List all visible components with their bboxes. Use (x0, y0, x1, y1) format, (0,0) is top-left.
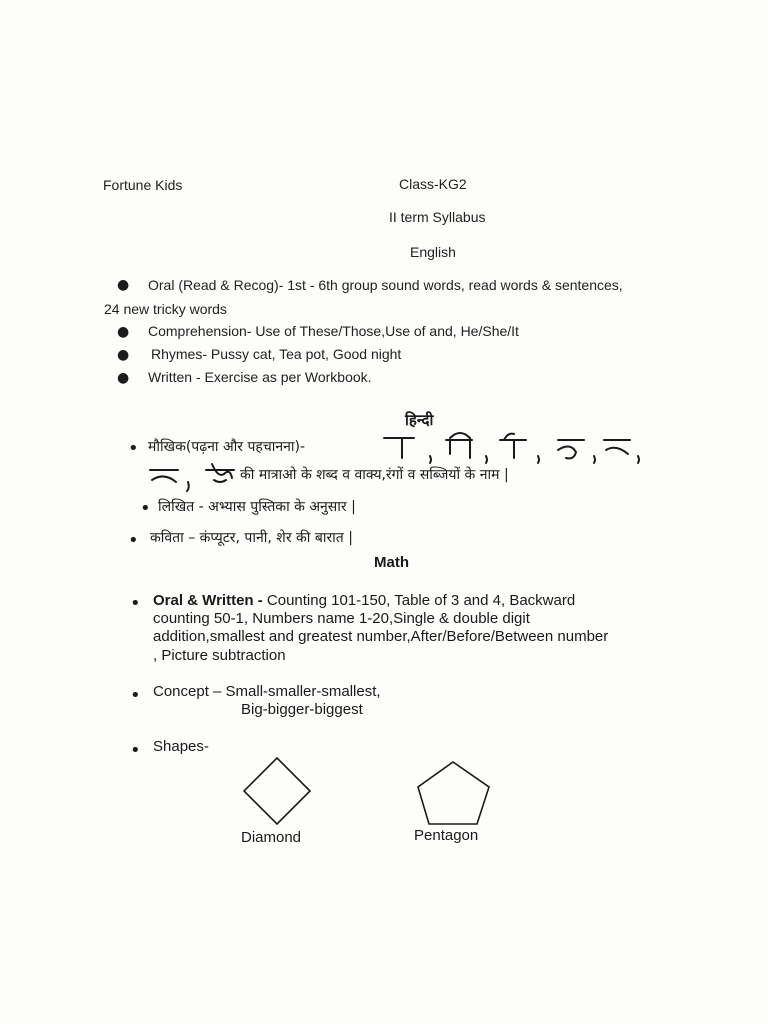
bullet-icon: • (130, 740, 141, 761)
english-item-oral: Oral (Read & Recog)- 1st - 6th group sound words, read words & sentences, (148, 277, 623, 293)
math-heading: Math (374, 554, 409, 571)
handwritten-matra-marks (380, 430, 650, 465)
bullet-icon: ● (117, 324, 130, 340)
term-title: II term Syllabus (389, 209, 486, 225)
school-name: Fortune Kids (103, 177, 183, 193)
english-item-written: Written - Exercise as per Workbook. (148, 369, 372, 385)
pentagon-label: Pentagon (414, 827, 479, 844)
bullet-icon: ● (117, 347, 130, 363)
math-line-3: addition,smallest and greatest number,After/Before/Between number (153, 628, 609, 645)
bullet-icon: • (130, 685, 141, 706)
math-item-concept: Concept – Small-smaller-smallest, (153, 683, 381, 700)
bullet-icon: • (128, 530, 139, 551)
english-heading: English (410, 244, 456, 260)
diamond-label: Diamond (241, 829, 302, 846)
math-line-2: counting 50-1, Numbers name 1-20,Single & double digit (153, 610, 530, 627)
english-item-comprehension: Comprehension- Use of These/Those,Use of and, He/She/It (148, 323, 519, 339)
bullet-icon: • (128, 438, 139, 459)
handwritten-matra-marks-second (148, 460, 238, 492)
diamond-shape-icon (242, 756, 312, 826)
math-item-label: Oral & Written - (153, 592, 263, 609)
class-name: Class-KG2 (399, 176, 467, 192)
hindi-item-poem: कविता – कंप्यूटर, पानी, शेर की बारात | (150, 530, 353, 546)
bullet-icon: • (140, 498, 151, 519)
english-item-oral-continued: 24 new tricky words (104, 301, 227, 317)
math-line-4: , Picture subtraction (153, 647, 286, 664)
hindi-heading: हिन्दी (405, 411, 434, 429)
math-line-1: Counting 101-150, Table of 3 and 4, Backward (266, 592, 576, 609)
hindi-item-oral: मौखिक(पढ़ना और पहचानना)- (148, 439, 306, 455)
hindi-item-oral-continued: की मात्राओ के शब्द व वाक्य,रंगों व सब्जियों के नाम | (240, 467, 509, 483)
hindi-item-written: लिखित - अभ्यास पुस्तिका के अनुसार | (158, 499, 356, 515)
math-item-oral-written (153, 592, 575, 609)
bullet-icon: ● (117, 370, 130, 386)
english-item-rhymes: Rhymes- Pussy cat, Tea pot, Good night (151, 346, 402, 362)
math-item-concept-continued: Big-bigger-biggest (241, 701, 363, 718)
bullet-icon: • (130, 593, 141, 614)
pentagon-shape-icon (415, 760, 493, 826)
bullet-icon: ● (117, 277, 130, 293)
math-item-shapes: Shapes- (153, 738, 209, 755)
